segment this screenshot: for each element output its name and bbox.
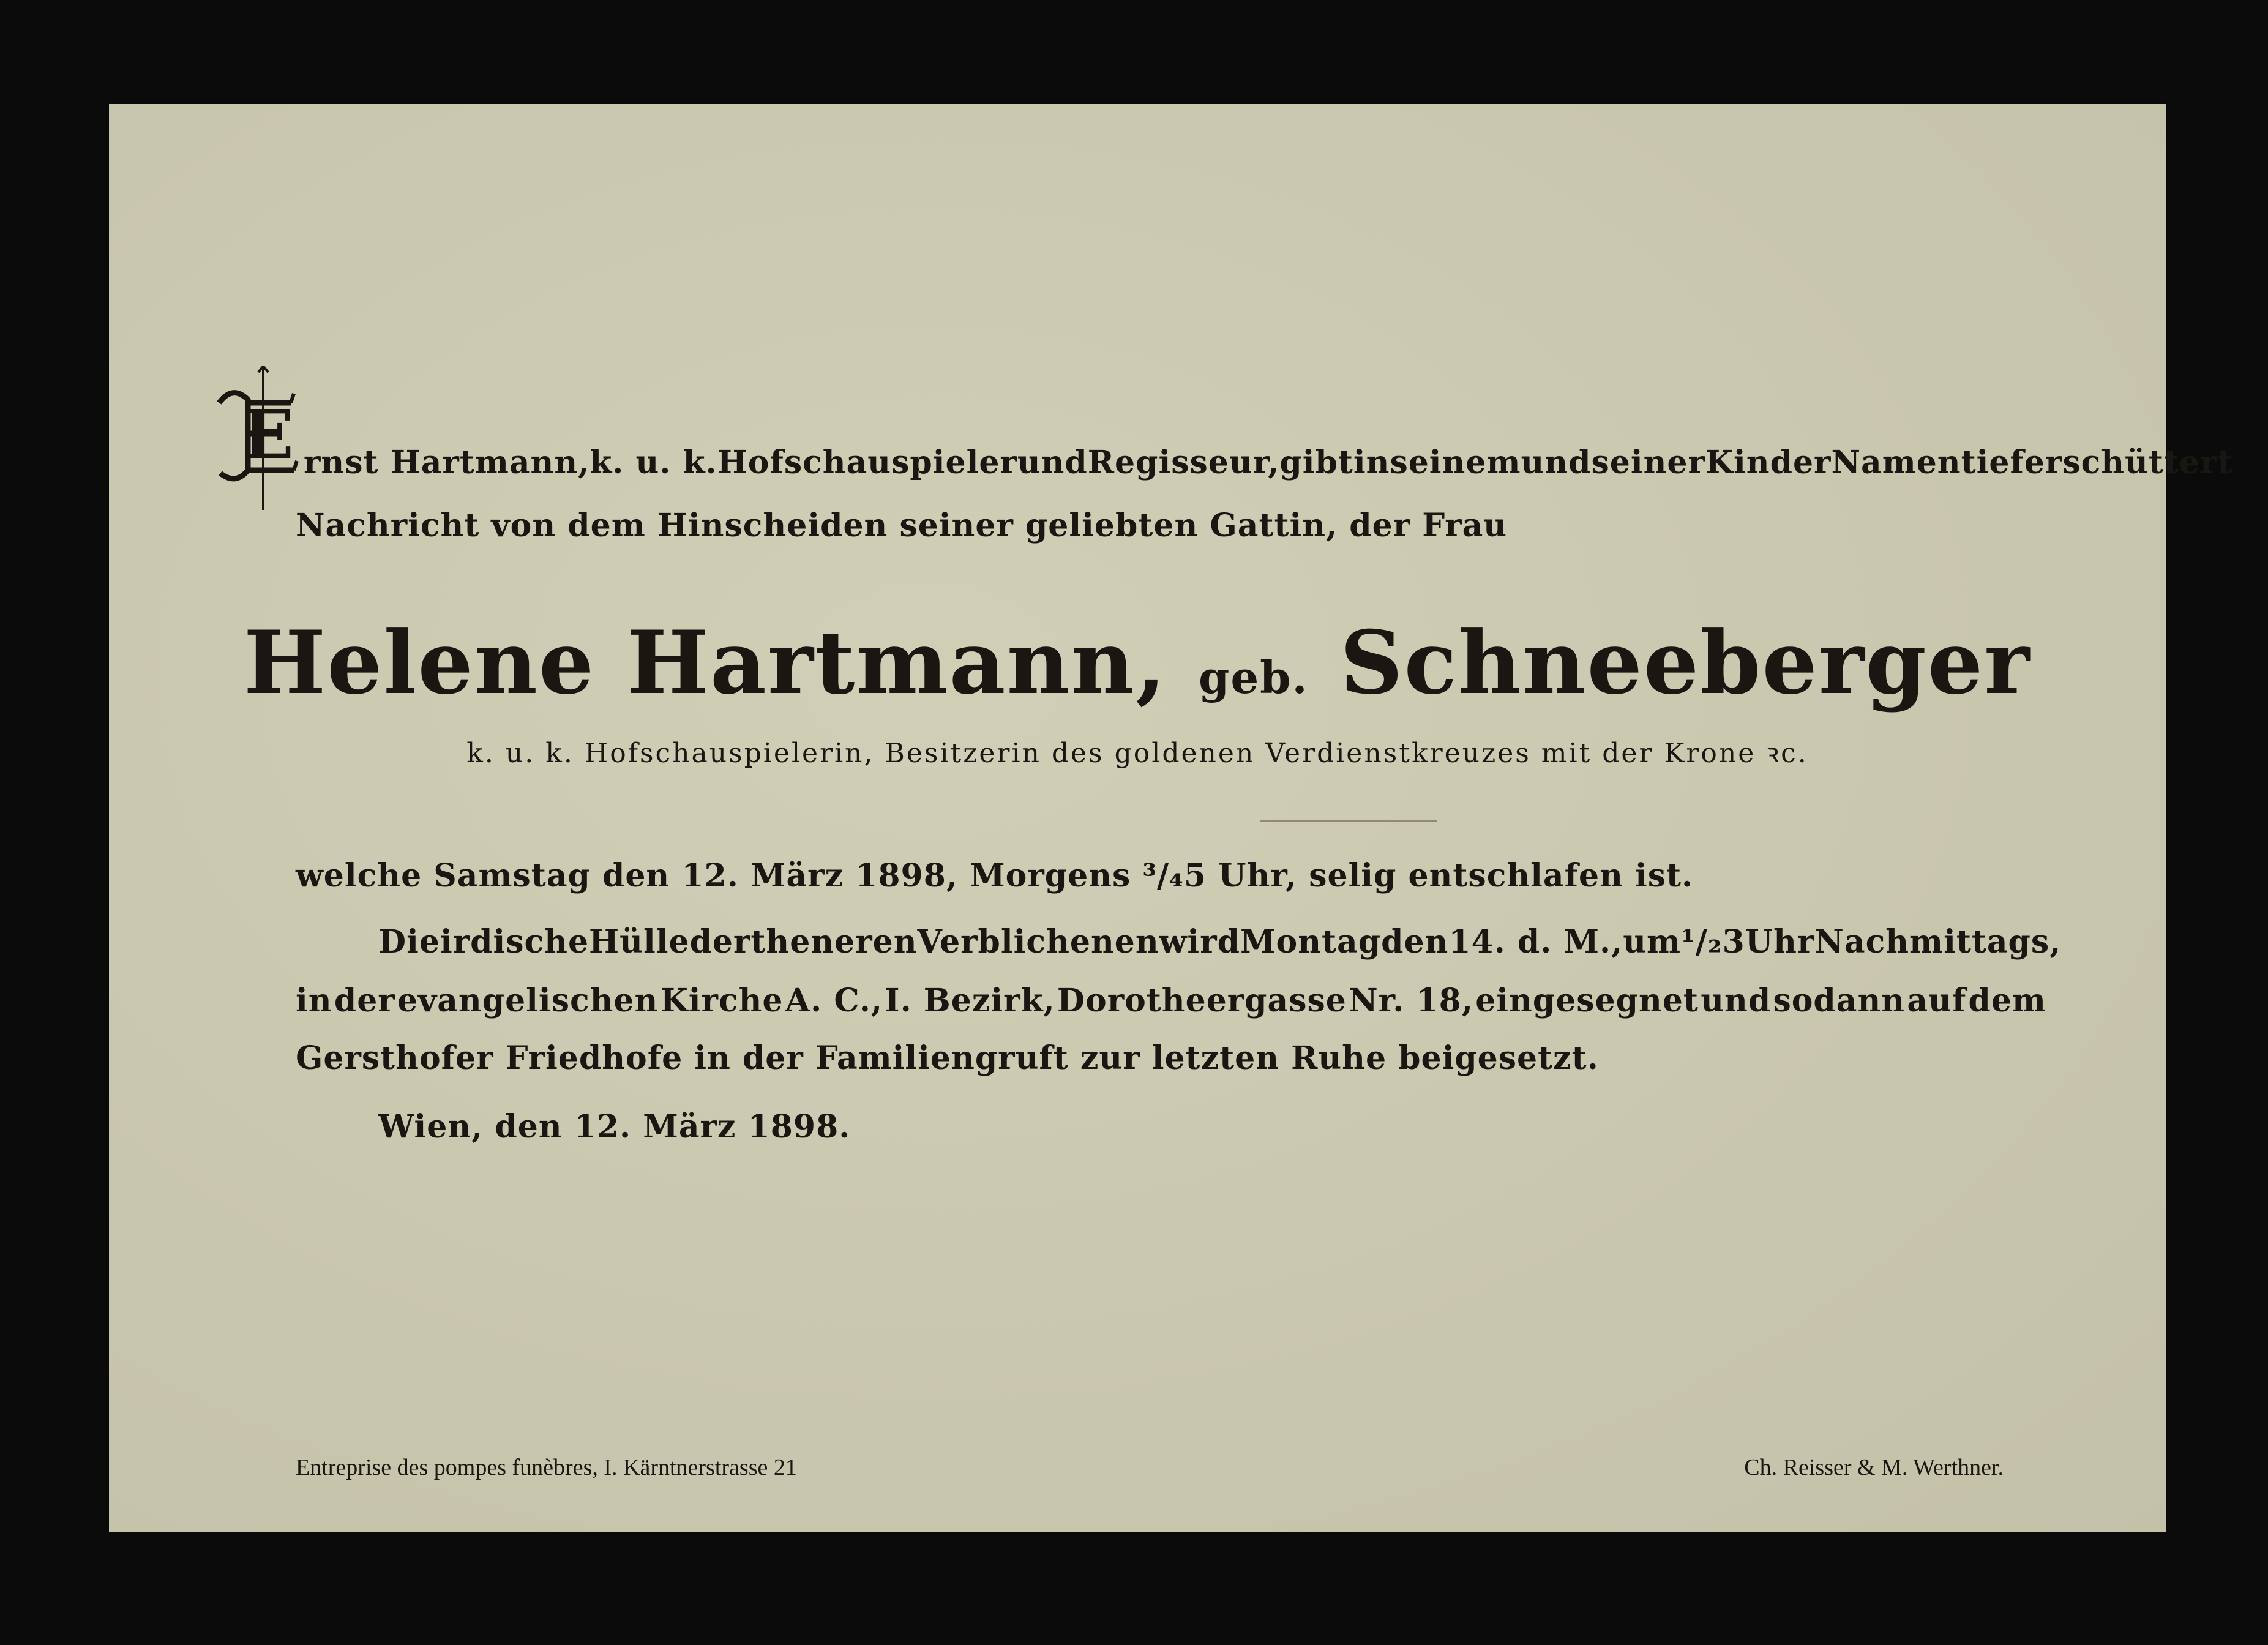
paragraph-word: Uhr (1745, 923, 1815, 961)
paragraph-word: Verblichenen (917, 923, 1159, 961)
paragraph-word: in (296, 982, 332, 1019)
ornamental-initial-e (214, 366, 300, 510)
intro-word: tieferschüttert (1961, 444, 2233, 481)
paragraph-word: evangelischen (397, 982, 659, 1019)
intro-word: Kinder (1705, 444, 1832, 481)
intro-word: und (1521, 444, 1592, 481)
paragraph-word: und (1701, 982, 1772, 1019)
intro-word: gibt (1279, 444, 1353, 481)
footer-undertaker: Entreprise des pompes funèbres, I. Kärntnerstrasse 21 (296, 1455, 797, 1480)
paragraph-word: ¹/₂3 (1681, 923, 1745, 961)
paragraph-word: Dorotheergasse (1057, 982, 1347, 1019)
intro-line-2: Nachricht von dem Hinscheiden seiner geliebten Gattin, der Frau (296, 507, 1508, 544)
paragraph-word: Montag (1240, 923, 1382, 961)
paragraph-word: theneren (750, 923, 918, 961)
paragraph-word: 14. d. M., (1448, 923, 1623, 961)
intro-word: seinem (1390, 444, 1521, 481)
intro-word: in (1353, 444, 1390, 481)
divider (1260, 820, 1437, 822)
paragraph-word: sodann (1773, 982, 1906, 1019)
intro-word: Namen (1831, 444, 1961, 481)
paragraph-word: um (1623, 923, 1682, 961)
obituary-card (109, 104, 2233, 1532)
deceased-title: k. u. k. Hofschauspielerin, Besitzerin des goldenen Verdienstkreuzes mit der Krone ꝛc. (466, 738, 1808, 769)
paragraph-word: den (1381, 923, 1449, 961)
paragraph-word: der (689, 923, 751, 961)
paragraph-word: Kirche (660, 982, 784, 1019)
intro-word: k. u. k. (589, 444, 717, 481)
name-first: Helene Hartmann, (243, 612, 1167, 714)
intro-line-1 (304, 444, 2233, 481)
paragraph-word: auf (1907, 982, 1967, 1019)
funeral-paragraph-line-3: Gersthofer Friedhofe in der Familiengruft zur letzten Ruhe beigesetzt. (296, 1040, 1599, 1077)
svg-text:E: E (242, 395, 294, 474)
paragraph-word: Hülle (589, 923, 690, 961)
name-last: Schneeberger (1339, 612, 2032, 714)
funeral-paragraph-line-2 (296, 982, 2046, 1019)
paragraph-word: eingesegnet (1475, 982, 1699, 1019)
paragraph-word: Nachmittags, (1814, 923, 2062, 961)
paragraph-word: irdische (440, 923, 589, 961)
death-notice-line: welche Samstag den 12. März 1898, Morgens ³/₄5 Uhr, selig entschlafen ist. (296, 857, 1694, 894)
paragraph-word: dem (1968, 982, 2046, 1019)
intro-word: rnst Hartmann, (304, 444, 590, 481)
intro-word: Regisseur, (1087, 444, 1280, 481)
paragraph-word: A. C., (785, 982, 883, 1019)
paragraph-word: Die (378, 923, 440, 961)
paragraph-word: wird (1159, 923, 1240, 961)
deceased-name (109, 612, 2166, 714)
paragraph-word: I. Bezirk, (885, 982, 1055, 1019)
intro-word: Hofschauspieler (717, 444, 1017, 481)
date-line: Wien, den 12. März 1898. (378, 1108, 851, 1145)
intro-word: und (1017, 444, 1088, 481)
footer-printer: Ch. Reisser & M. Werthner. (1744, 1455, 2004, 1480)
paragraph-word: Nr. 18, (1349, 982, 1473, 1019)
intro-word: seiner (1591, 444, 1705, 481)
name-geb: geb. (1198, 651, 1309, 703)
paragraph-word: der (334, 982, 395, 1019)
funeral-paragraph-line-1 (296, 923, 2062, 961)
